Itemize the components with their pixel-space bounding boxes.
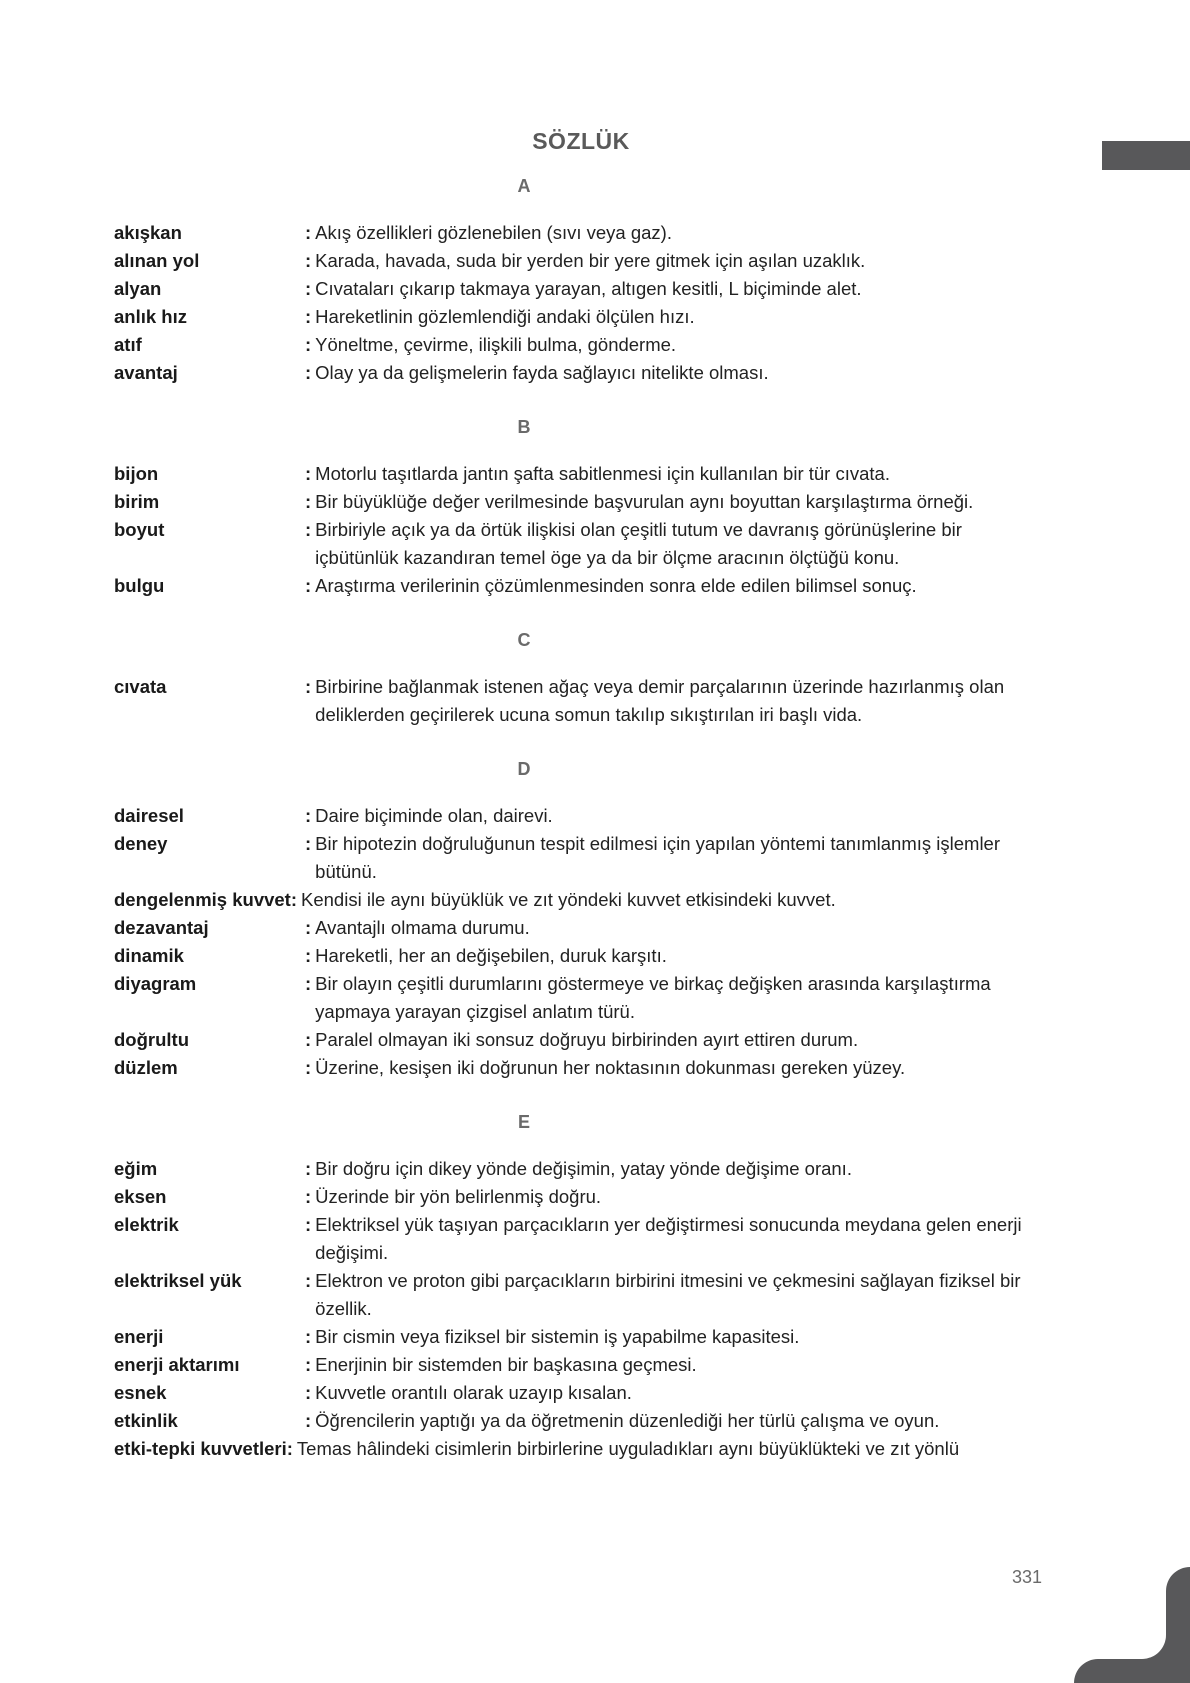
glossary-entry [114,1155,1044,1183]
entry-separator: : [305,973,312,994]
glossary-entry [114,219,1044,247]
page-corner-decoration [1074,1567,1190,1683]
entry-term: elektriksel yük [114,1270,242,1291]
entry-separator: : [305,833,312,854]
entry-separator: : [305,1270,312,1291]
entry-term: alınan yol [114,250,200,271]
entry-term: esnek [114,1382,167,1403]
entry-definition: Üzerinde bir yön belirlenmiş doğru. [315,1186,602,1207]
entry-separator: : [305,519,312,540]
section-letter-heading: C [517,630,531,650]
entry-separator: : [305,463,312,484]
entry-term: boyut [114,519,165,540]
entry-definition: Motorlu taşıtlarda jantın şafta sabitlenmesi için kullanılan bir tür cıvata. [315,463,890,484]
glossary-entry [114,1267,1044,1323]
entry-separator: : [305,805,312,826]
glossary-entry [114,1026,1044,1054]
entry-separator: : [290,889,298,910]
entry-definition: Karada, havada, suda bir yerden bir yere gitmek için aşılan uzaklık. [315,250,866,271]
entry-definition: Olay ya da gelişmelerin fayda sağlayıcı nitelikte olması. [315,362,769,383]
glossary-entry [114,970,1044,1026]
entry-separator: : [305,676,312,697]
glossary-entry [114,1435,1044,1463]
section-letter-heading: D [517,759,531,779]
entry-term: diyagram [114,973,197,994]
entry-definition: Öğrencilerin yaptığı ya da öğretmenin düzenlediği her türlü çalışma ve oyun. [315,1410,940,1431]
entry-term: bijon [114,463,159,484]
entry-separator: : [305,917,312,938]
glossary-entry [114,1407,1044,1435]
entry-term: bulgu [114,575,165,596]
entry-definition: Üzerine, kesişen iki doğrunun her noktasının dokunması gereken yüzey. [315,1057,906,1078]
entry-separator: : [305,1410,312,1431]
entry-definition: Enerjinin bir sistemden bir başkasına geçmesi. [315,1354,697,1375]
glossary-section [114,758,1044,1082]
entry-separator: : [305,306,312,327]
section-letter-heading: E [517,1112,530,1132]
page-number: 331 [1011,1567,1042,1587]
entry-term: enerji aktarımı [114,1354,240,1375]
entry-definition: Temas hâlindeki cisimlerin birbirlerine uyguladıkları aynı büyüklükteki ve zıt yönlü [296,1438,960,1459]
entry-term: elektrik [114,1214,179,1235]
entry-definition: Elektron ve proton gibi parçacıkların birbirini itmesini ve çekmesini sağlayan fiziksel bir özellik. [315,1270,1021,1319]
entry-term: dinamik [114,945,184,966]
glossary-entry [114,460,1044,488]
entry-separator: : [305,491,312,512]
glossary-entry [114,1183,1044,1211]
entry-separator: : [305,1158,312,1179]
entry-separator: : [305,1186,312,1207]
entry-term: etki-tepki kuvvetleri [114,1438,287,1459]
entry-definition: Akış özellikleri gözlenebilen (sıvı veya gaz). [315,222,672,243]
entry-separator: : [286,1438,293,1459]
entry-term: eksen [114,1186,167,1207]
glossary-entry [114,1351,1044,1379]
entry-separator: : [305,1214,312,1235]
entry-definition: Elektriksel yük taşıyan parçacıkların yer değiştirmesi sonucunda meydana gelen enerji değişimi. [315,1214,1022,1263]
entry-definition: Bir doğru için dikey yönde değişimin, yatay yönde değişime oranı. [315,1158,852,1179]
glossary-entry [114,942,1044,970]
entry-definition: Birbiriyle açık ya da örtük ilişkisi olan çeşitli tutum ve davranış görünüşlerine bir içbütünlük kazandıran temel öge ya da bir ölçme aracının ölçtüğü konu. [315,519,962,568]
glossary-entry [114,488,1044,516]
entry-separator: : [305,222,312,243]
glossary-entry [114,1323,1044,1351]
entry-definition: Cıvataları çıkarıp takmaya yarayan, altıgen kesitli, L biçiminde alet. [315,278,862,299]
glossary-entry [114,802,1044,830]
entry-definition: Daire biçiminde olan, dairevi. [315,805,553,826]
entry-term: avantaj [114,362,178,383]
entry-term: dezavantaj [114,917,209,938]
entry-term: düzlem [114,1057,178,1078]
glossary-section [114,175,1044,387]
entry-term: eğim [114,1158,158,1179]
entry-term: enerji [114,1326,164,1347]
glossary-entry [114,1379,1044,1407]
entry-separator: : [305,575,312,596]
glossary-entry [114,1211,1044,1267]
entry-definition: Kuvvetle orantılı olarak uzayıp kısalan. [315,1382,632,1403]
glossary-entry [114,886,1044,914]
glossary-entry [114,303,1044,331]
entry-separator: : [305,1354,312,1375]
entry-definition: Kendisi ile aynı büyüklük ve zıt yöndeki kuvvet etkisindeki kuvvet. [301,889,836,910]
entry-definition: Bir olayın çeşitli durumlarını göstermeye ve birkaç değişken arasında karşılaştırma yapmaya yarayan çizgisel anlatım türü. [315,973,991,1022]
entry-definition: Hareketlinin gözlemlendiği andaki ölçülen hızı. [315,306,695,327]
entry-term: cıvata [114,676,167,697]
entry-term: dairesel [114,805,184,826]
entry-separator: : [305,250,312,271]
entry-separator: : [305,1382,312,1403]
entry-term: doğrultu [114,1029,190,1050]
entry-term: etkinlik [114,1410,178,1431]
entry-separator: : [305,362,312,383]
entry-term: deney [114,833,168,854]
glossary-entry [114,331,1044,359]
entry-term: birim [114,491,160,512]
section-letter-heading: A [517,176,531,196]
glossary-entry [114,572,1044,600]
glossary-entry [114,673,1044,729]
entry-term: anlık hız [114,306,187,327]
entry-separator: : [305,945,312,966]
entry-definition: Avantajlı olmama durumu. [315,917,530,938]
glossary-section [114,416,1044,600]
glossary-entry [114,830,1044,886]
glossary-entry [114,516,1044,572]
glossary-entry [114,359,1044,387]
glossary-list [114,176,1044,1463]
entry-definition: Paralel olmayan iki sonsuz doğruyu birbirinden ayırt ettiren durum. [315,1029,859,1050]
entry-term: dengelenmiş kuvvet [114,889,291,910]
entry-definition: Hareketli, her an değişebilen, duruk karşıtı. [315,945,667,966]
entry-definition: Araştırma verilerinin çözümlenmesinden sonra elde edilen bilimsel sonuç. [315,575,917,596]
entry-term: alyan [114,278,162,299]
entry-definition: Bir cismin veya fiziksel bir sistemin iş yapabilme kapasitesi. [315,1326,800,1347]
glossary-section [114,1111,1044,1463]
entry-definition: Bir hipotezin doğruluğunun tespit edilmesi için yapılan yöntemi tanımlanmış işlemler bütünü. [315,833,1001,882]
entry-separator: : [305,334,312,355]
glossary-entry [114,275,1044,303]
entry-definition: Bir büyüklüğe değer verilmesinde başvurulan aynı boyuttan karşılaştırma örneği. [315,491,974,512]
glossary-entry [114,247,1044,275]
entry-separator: : [305,1057,312,1078]
entry-definition: Birbirine bağlanmak istenen ağaç veya demir parçalarının üzerinde hazırlanmış olan deliklerden geçirilerek ucuna somun takılıp sıkıştırılan iri başlı vida. [315,676,1005,725]
entry-separator: : [305,1326,312,1347]
page-title: SÖZLÜK [532,128,630,154]
section-letter-heading: B [517,417,531,437]
entry-separator: : [305,278,312,299]
entry-definition: Yöneltme, çevirme, ilişkili bulma, gönderme. [315,334,677,355]
entry-separator: : [305,1029,312,1050]
entry-term: atıf [114,334,142,355]
glossary-entry [114,1054,1044,1082]
entry-term: akışkan [114,222,182,243]
glossary-entry [114,914,1044,942]
glossary-section [114,629,1044,729]
